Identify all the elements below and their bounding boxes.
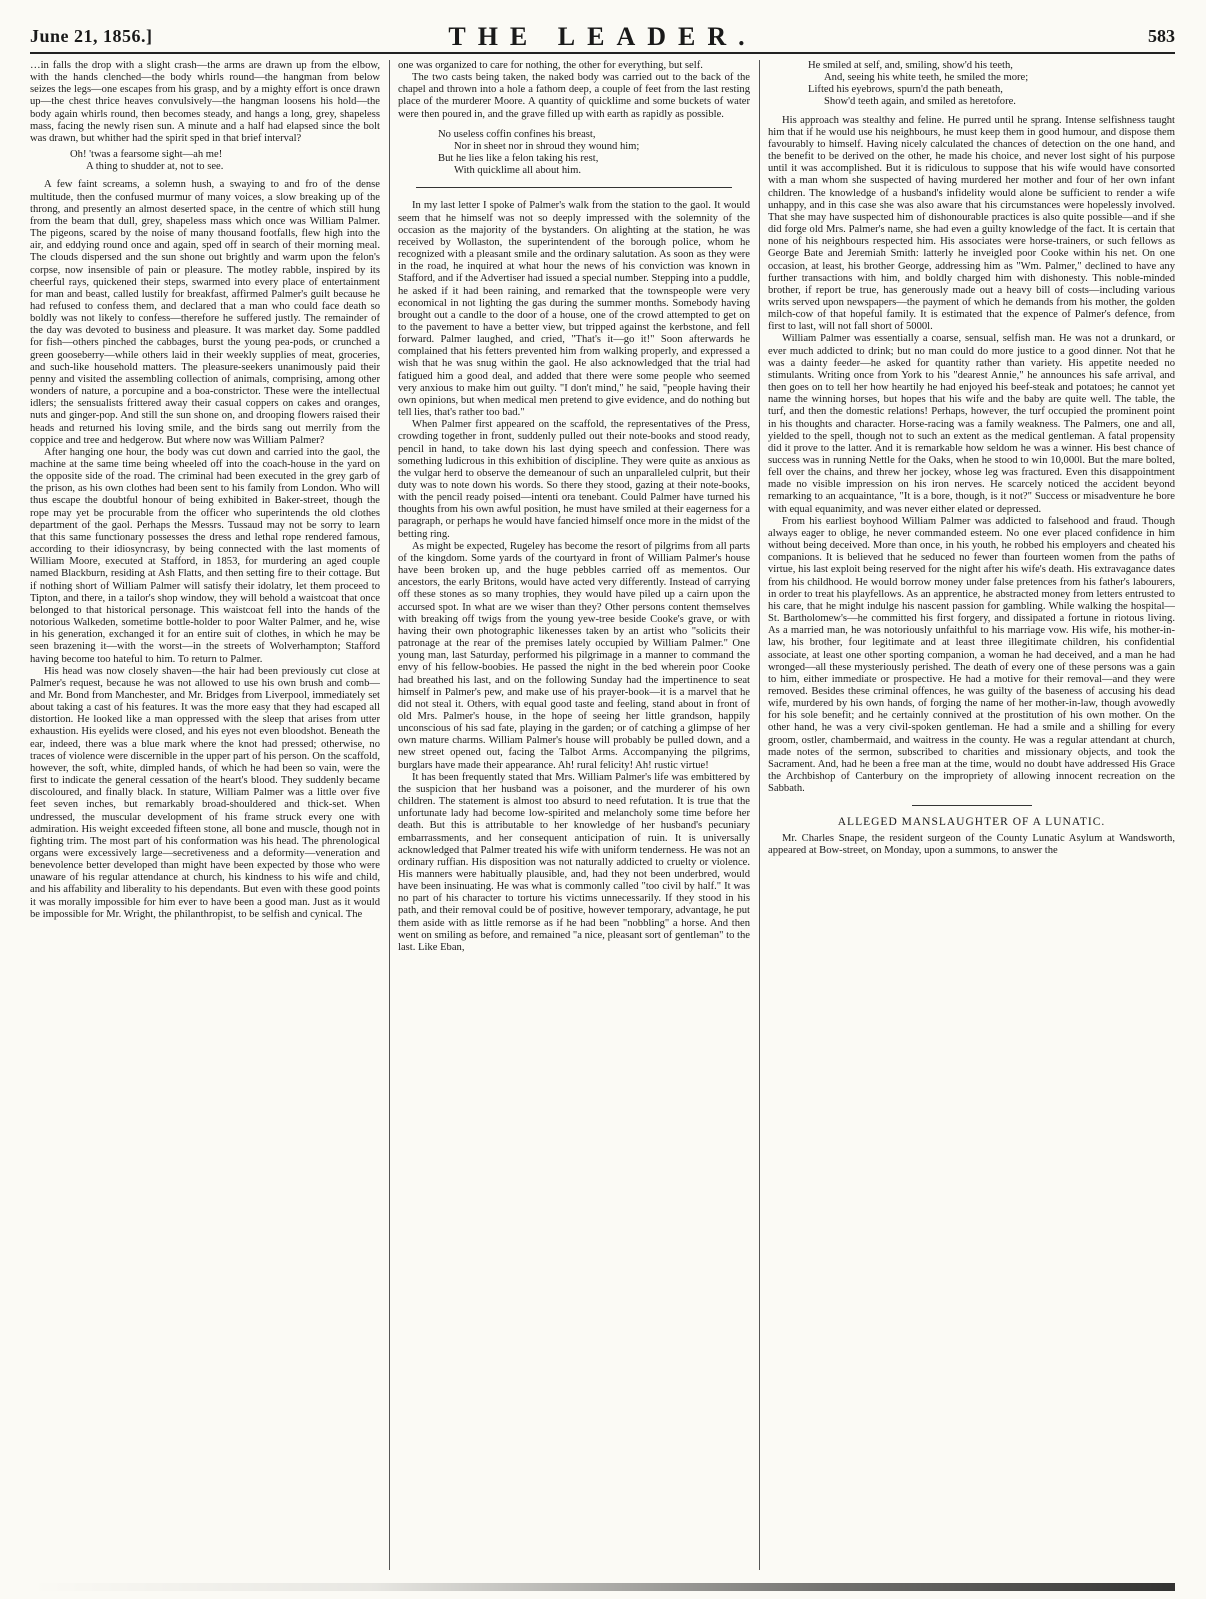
verse — [70, 149, 380, 173]
section-rule — [416, 187, 733, 188]
paragraph: William Palmer was essentially a coarse, sensual, selfish man. He was not a drunkard, or ever much addicted to drink; but no man could do more justice to a good dinner. Not that he was a dainty feeder—he asked for quantity rather than variety. His appetite needed no stimulants. Writing once from York to his "dearest Annie," he announces his safe arrival, and then goes on to tell her how heartily he had enjoyed his beef-steak and potatoes; he cannot yet name the winning horses, but hopes that his wife and the baby are quite well. The table, the turf, and then the domestic relations! Perhaps, however, the turf occupied the prominent point in his thoughts and character. Horse-racing was a family weakness. The Palmers, one and all, yielded to the spell, though not to such an extent as the medical gentleman. A fatal propensity did it prove to the latter. And it is remarkable how seldom he was a winner. His best chance of success was in running Nettle for the Oaks, when he stood to win 10,000l. But the mare bolted, fell over the chains, and threw her jockey, whose leg was fractured. Even this disappointment made no visible impression on his iron nerves. He scarcely noticed the accident beyond remarking to an acquaintance, "It is a bore, though, is it not?" Success or misadventure he bore with equal equanimity, and was never either elated or depressed. — [768, 333, 1175, 515]
verse-line: Lifted his eyebrows, spurn'd the path beneath, — [808, 84, 1003, 96]
verse-line: Show'd teeth again, and smiled as heretofore. — [824, 96, 1016, 108]
paragraph: one was organized to care for nothing, the other for everything, but self. — [398, 60, 703, 71]
paragraph: After hanging one hour, the body was cut down and carried into the gaol, the machine at the same time being wheeled off into the coach-house in the yard on the opposite side of the road. The criminal had been executed in the grey garb of the prison, as his own clothes had been sent to his family from London. Who will thus escape the doubtful honour of being exhibited in Baker-street, though the rope may yet be procurable from the officer who superintends the old clothes department of the gaol. Perhaps the Messrs. Tussaud may not be sorry to learn that this same functionary possesses the dress and lethal rope rendered famous, according to their idiosyncrasy, by being connected with the last moments of William Moore, executed at Stafford, in 1853, for murdering an aged couple named Blackburn, residing at Ash Flatts, and then setting fire to their cottage. But if nothing short of William Palmer will satisfy their idolatry, let them proceed to Tipton, and there, in a tailor's shop window, they will behold a waistcoat that once belonged to that historical personage. This waistcoat fell into the hands of the notorious Walkeden, sometime bottle-holder to poor Walter Palmer, and he, wise in his generation, exchanged it for an entire suit of clothes, in which he may be seen brazening it—with the worst—in the streets of Wolverhampton; Stafford having become too hateful to him. To return to Palmer. — [30, 446, 380, 665]
column-divider — [389, 60, 390, 1570]
paragraph: In my last letter I spoke of Palmer's walk from the station to the gaol. It would seem that he himself was not so deeply impressed with the solemnity of the occasion as the majority of the bystanders. On alighting at the station, he was received by Wollaston, the superintendent of the borough police, whom he recognized with a pleasant smile and the ordinary salutation. As soon as they were in the road, he inquired at what hour the news of his conviction was known in Stafford, and if the Advertiser had issued a special number. Stepping into a puddle, he asked if it had been raining, and remarked that the townspeople were very economical in not lighting the gas during the summer months. Somebody having brought out a candle to the door of a house, one of the crowd attempted to get on to the pavement to have a better view, but tripped against the kerbstone, and fell forward. Palmer laughed, and cried, "That's it—go it!" Soon afterwards he complained that his fetters prevented him from walking properly, and expressed a wish that he was snug within the gaol. He also acknowledged that the trial had fatigued him a good deal, and added that there were some people who seemed very anxious to make him out guilty. "I don't mind," he said, "people having their own opinions, but when medical men pretend to give evidence, and do nothing but tell lies, that's rather too bad." — [398, 200, 750, 419]
newspaper-title: THE LEADER. — [448, 22, 757, 51]
verse-line: Oh! 'twas a fearsome sight—ah me! — [70, 149, 223, 161]
paragraph: As might be expected, Rugeley has become the resort of pilgrims from all parts of the kingdom. Some yards of the courtyard in front of William Palmer's house have been broken up, and the huge pebbles carried off as mementos. Our ancestors, the early Britons, would have acted very differently. Instead of carrying off these stones as so many trophies, they would have piled up a cairn upon the accursed spot. In what are we wiser than they? Other persons content themselves with breaking off twigs from the young yew-tree beside Cooke's grave, or with having their own photographic likenesses taken by an artist who "solicits their patronage at the rear of the premises lately occupied by William Palmer." One young man, last Saturday, performed his pilgrimage in a manner to command the envy of his fellow-boobies. He passed the night in the bed wherein poor Cooke had breathed his last, and on the following Sunday had the impertinence to seat himself in Palmer's pew, and make use of his prayer-book—it is a marvel that he did not steal it. Others, with equal good taste and feeling, stand about in front of old Mrs. Palmer's house, in the hope of seeing her little grandson, happily unconscious of his sad fate, playing in the garden; or of catching a glimpse of her own mature charms. William Palmer's house will probably be pulled down, and a new street opened out, facing the Talbot Arms. Accompanying the pilgrims, burglars have made their appearance. Ah! rural felicity! Ah! rustic virtue! — [398, 540, 750, 771]
paragraph: His approach was stealthy and feline. He purred until he sprang. Intense selfishness taught him that if he would use his neighbours, he must keep them in good humour, and dispose them favourably to himself. Having nicely calculated the chances of detection on the one hand, and the benefit to be derived on the other, he made his choice, and never lost sight of his purpose until it was accomplished. But it is ridiculous to suppose that his wife would have consorted with a man whom she suspected of having murdered her mother and four of her own infant children. The knowledge of a husband's infidelity would alone be sufficient to render a wife unhappy, and in this case she was also aware that his circumstances were hopelessly involved. That she may have suspected him of dishonourable practices is also quite possible—and if she did forge old Mrs. Palmer's name, she had even a guilty knowledge of the fact. It is certain that none of his neighbours respected him. His associates were horse-trainers, or such fellows as George Bate and Jeremiah Smith: latterly he inveigled poor Cooke within his net. On one occasion, at least, his brother George, addressing him as "Wm. Palmer," declined to have any further transactions with him, and boldly charged him with dishonesty. This noble-minded brother, if report be true, has generously made out a heavy bill of costs—including various writs served upon newspapers—the payment of which he demands from his mother, the golden milch-cow of that hopeful family. It is estimated that the expence of Palmer's defence, from first to last, will not fall short of 5000l. — [768, 114, 1175, 333]
paragraph: His head was now closely shaven—the hair had been previously cut close at Palmer's request, because he was not allowed to use his own brush and comb—and Mr. Bond from Manchester, and Mr. Bridges from Liverpool, immediately set about taking a cast of his features. It was the more easy that they had escaped all distortion. He looked like a man oppressed with the sleep that arises from utter exhaustion. His eyelids were closed, and his eyes not even bloodshot. Beneath the ear, indeed, there was a blue mark where the knot had pressed; otherwise, no traces of violence were discernible in the upper part of his person. On the scaffold, however, the soft, white, dimpled hands, of which he had been so vain, were the first to indicate the general cessation of the heart's blood. They suddenly became discoloured, and finally black. In stature, William Palmer was a little over five feet seven inches, but remarkably broad-shouldered and thick-set. When undressed, the muscular development of his frame struck every one with admiration. His weight exceeded fifteen stone, all bone and muscle, though not in fighting trim. The most part of his conformation was his head. The phrenological organs were excessively large—secretiveness and a deformity—veneration and benevolence better developed than might have been expected by those who were unaware of his regular attendance at church, his kindness to his wife and child, and his affability and liberality to his dependants. But even with these good points it was morally impossible for him ever to have been a good man. Just as it would be impossible for Mr. Wright, the philanthropist, to be selfish and cynical. The — [30, 665, 380, 920]
verse — [438, 129, 750, 178]
column-1 — [30, 60, 380, 1580]
verse-line: He smiled at self, and, smiling, show'd his teeth, — [808, 60, 1013, 71]
masthead — [30, 20, 1175, 50]
verse-line: No useless coffin confines his breast, — [438, 128, 596, 140]
masthead-rule — [30, 52, 1175, 54]
paragraph: A few faint screams, a solemn hush, a swaying to and fro of the dense multitude, then the confused murmur of many voices, a slow breaking up of the throng, and presently an almost deserted space, in the centre of which still hung from the beam that dull, grey, shapeless mass which once was William Palmer. The pigeons, scared by the noise of many thousand footfalls, flew high into the air, and eddying round once and again, sped off in search of their morning meal. The clouds dispersed and the sun shone out brightly and warm upon the felon's corpse, now insensible of pain or pleasure. The motley rabble, inspired by its cheerful rays, quickened their steps, swarmed into every place of entertainment for man and beast, called lustily for breakfast, affirmed Palmer's guilt because he had refused to confess them, and declared that a man who could face death so boldly was not likely to confess—therefore he suffered justly. The remainder of the day was devoted to business and pleasure. It was market day. Some paddled for fish—others pinched the cabbages, burst the young pea-pods, or crunched a green gooseberry—while others laid in their weekly supplies of meat, groceries, and such-like household matters. The pleasure-seekers unanimously paid their penny and visited the assembling collection of animals, comprising, among other wonders of nature, a porcupine and a boa-constrictor. These were the intellectual idlers; the sensualists frittered away their casual coppers on cakes and oranges, nuts and ginger-pop. And still the sun shone on, and drooping flowers raised their heads and returned his loving smile, and the birds sang out merrily from the coppice and tree and hedgerow. But where now was William Palmer? — [30, 179, 380, 446]
verse-line: With quicklime all about him. — [454, 165, 581, 177]
issue-date: June 21, 1856.] — [30, 26, 153, 46]
verse — [808, 60, 1175, 109]
paragraph: The two casts being taken, the naked body was carried out to the back of the chapel and thrown into a hole a fathom deep, a couple of feet from the last resting place of the murderer Moore. A quantity of quicklime and some buckets of water were then poured in, and the grave filled up with earth as rapidly as possible. — [398, 72, 750, 120]
verse-line: A thing to shudder at, not to see. — [86, 161, 224, 173]
page-number: 583 — [1148, 26, 1175, 46]
verse-line: And, seeing his white teeth, he smiled the more; — [824, 72, 1029, 84]
paragraph: When Palmer first appeared on the scaffold, the representatives of the Press, crowding together in front, suddenly pulled out their note-books and stood ready, pencil in hand, to take down his last dying speech and confession. There was something ludicrous in this exhibition of discipline. They were quite as anxious as the vulgar herd to observe the demeanour of such an unparalleled culprit, but their duty was to note down his words. So there they stood, gazing at their note-books, with the pencil ready poised—intenti ora tenebant. Could Palmer have turned his thoughts from his own awful position, he must have smiled at their eagerness for a paragraph, or perhaps he would have fancied himself once more in the midst of the betting ring. — [398, 419, 750, 540]
verse-line: Nor in sheet nor in shroud they wound him; — [454, 140, 640, 152]
paragraph: From his earliest boyhood William Palmer was addicted to falsehood and fraud. Though always eager to oblige, he never commanded esteem. No one ever placed confidence in him without being deceived. More than once, in his youth, he robbed his employers and cheated his companions. It is believed that he seduced no fewer than fourteen women from the paths of virtue, his last exploit being reserved for the night after his wife's death. His extravagance dates from his childhood. He would borrow money under false pretences from his father's labourers, in order to treat his playfellows. As an apprentice, he abstracted money from letters entrusted to his care, that he might indulge his nascent passion for gambling. While walking the hospital—St. Bartholomew's—he committed his first forgery, and dissipated a fortune in riotous living. As a married man, he was notoriously unfaithful to his marriage vow. His wife, his mother-in-law, his brother, four legitimate and at least three illegitimate children, his confidential associate, at least one other sporting companion, a woman he had deceived, and a man he had wronged—all these mysteriously perished. The death of every one of these persons was a gain to him, either immediate or prospective. He had a motive for their removal—and they were removed. Besides these criminal offences, he was guilty of the baseness of accusing his dead wife, murdered by his own hands, of forging the name of her mother-in-law, though avowedly for his sole benefit; and he certainly connived at the prostitution of his own mother. On the other hand, he was a very civil-spoken gentleman. He had a smile and a shilling for every groom, ostler, chambermaid, and waitress in the county. He was a regular attendant at church, made notes of the sermon, subscribed to charities and missionary objects, and took the Sacrament. And, had he been a free man at the time, would no doubt have addressed His Grace the Archbishop of Canterbury on the impropriety of allowing innocent recreation on the Sabbath. — [768, 515, 1175, 795]
column-2 — [398, 60, 750, 1580]
paragraph: It has been frequently stated that Mrs. William Palmer's life was embittered by the suspicion that her husband was a poisoner, and the murderer of his own children. The statement is almost too absurd to need refutation. It is true that the unfortunate lady had become low-spirited and melancholy some time before her death. But this is attributable to her knowledge of her husband's pecuniary embarrassments, and her consequent anticipation of ruin. It is universally acknowledged that Palmer treated his wife with uniform tenderness. He was not an ordinary ruffian. His disposition was not naturally addicted to cruelty or violence. His manners were habitually plausible, and, had they not been underbred, would have been insinuating. He was what is commonly called "too civil by half." It was no part of his character to torture his victims unnecessarily. If they stood in his path, and their removal could be of positive, however temporary, advantage, he put them aside with as little remorse as if he had been "nobbling" a horse. And then went on smiling as before, and remained "a nice, pleasant sort of gentleman" to the last. Like Eban, — [398, 771, 750, 953]
paragraph: …in falls the drop with a slight crash—the arms are drawn up from the elbow, with the hands clenched—the body whirls round—the hangman from below seizes the legs—one escapes from his grasp, and by a mighty effort is once drawn up—the chest thrice heaves convulsively—the hangman loosens his hold—the body again whirls round, then becomes steady, and hangs a long, grey, shapeless mass, facing the newly risen sun. A minute and a half had elapsed since the bolt was drawn, but whither had the spirit sped in that brief interval? — [30, 60, 380, 144]
article-heading: ALLEGED MANSLAUGHTER OF A LUNATIC. — [837, 816, 1106, 829]
paragraph: Mr. Charles Snape, the resident surgeon of the County Lunatic Asylum at Wandsworth, appeared at Bow-street, on Monday, upon a summons, to answer the — [768, 832, 1175, 856]
column-divider — [759, 60, 760, 1570]
column-3 — [768, 60, 1175, 1580]
page-bottom-edge — [30, 1583, 1175, 1591]
verse-line: But he lies like a felon taking his rest, — [438, 153, 599, 165]
section-rule — [912, 805, 1032, 806]
